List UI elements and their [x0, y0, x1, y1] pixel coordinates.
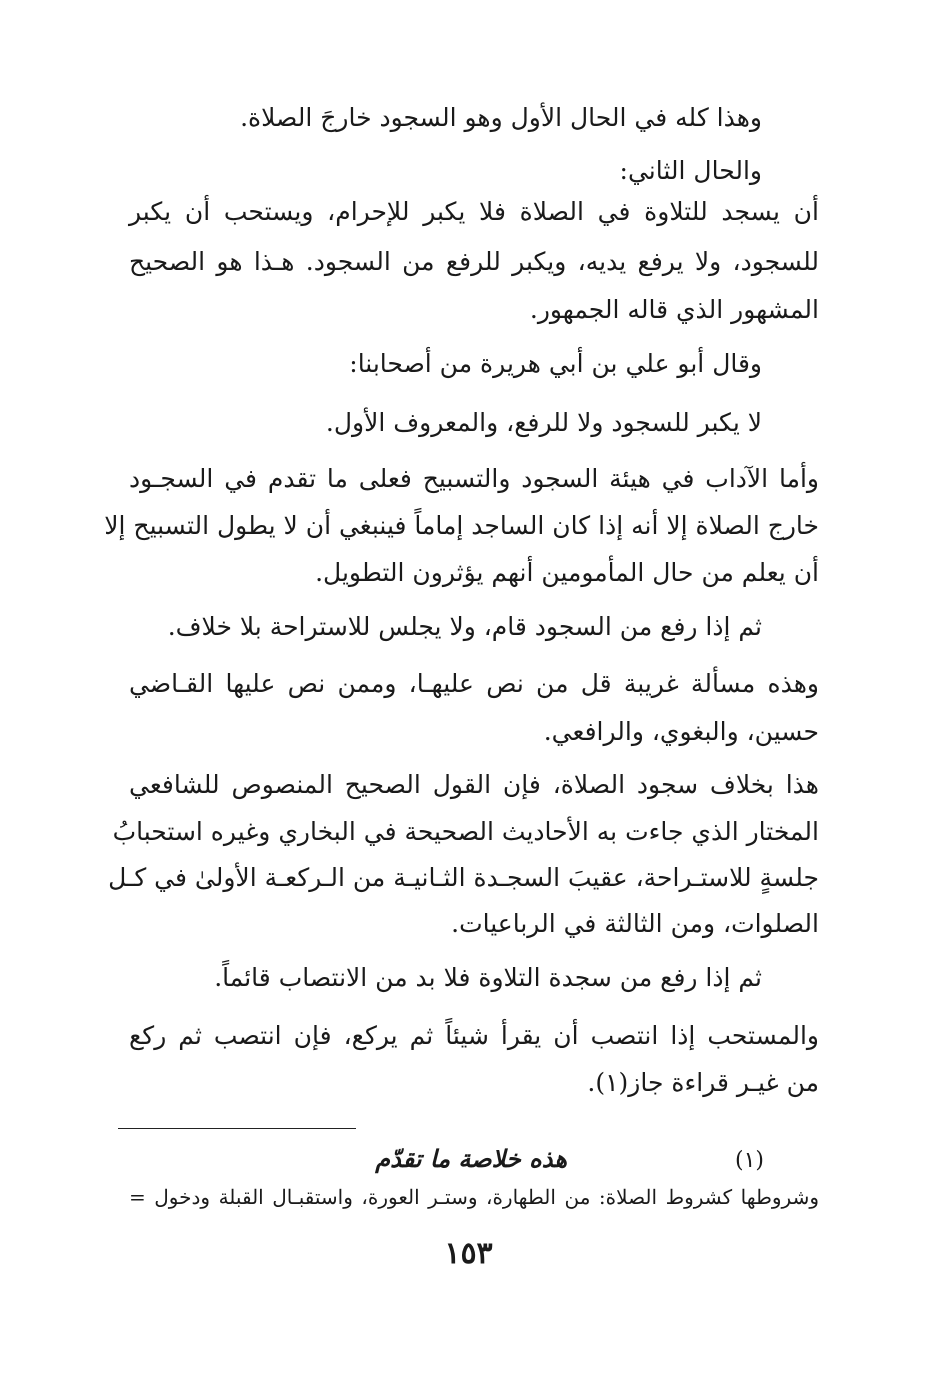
footnote-text: وشروطها كشروط الصلاة: من الطهارة، وستـر العورة، واستقبـال القبلة ودخول = — [129, 1185, 819, 1209]
text-line: للسجود، ولا يرفع يديه، ويكبر للرفع من السجود. هـذا هو الصحيح — [129, 247, 819, 276]
text-line: وأما الآداب في هيئة السجود والتسبيح فعلى ما تقدم في السجـود — [129, 464, 819, 493]
text-line: هذا بخلاف سجود الصلاة، فإن القول الصحيح المنصوص للشافعي — [129, 770, 819, 799]
text-line: الصلوات، ومن الثالثة في الرباعيات. — [451, 909, 819, 938]
section-heading: والحال الثاني: — [619, 156, 762, 185]
text-line: ثم إذا رفع من السجود قام، ولا يجلس للاستراحة بلا خلاف. — [167, 612, 762, 641]
text-line: وهذه مسألة غريبة قل من نص عليهـا، وممن نص عليها القـاضي — [129, 669, 819, 698]
text-line: المختار الذي جاءت به الأحاديث الصحيحة في البخاري وغيره استحبابُ — [112, 817, 819, 846]
text-line: أن يسجد للتلاوة في الصلاة فلا يكبر للإحرام، ويستحب أن يكبر — [129, 197, 819, 226]
page-number: ١٥٣ — [444, 1236, 493, 1271]
text-line: جلسةٍ للاستـراحة، عقيبَ السجـدة الثـانيـة من الـركعـة الأولىٰ في كـل — [108, 863, 819, 892]
footnote-header — [129, 1144, 819, 1182]
text-line: من غيـر قراءة جاز(١). — [587, 1068, 819, 1097]
text-line: ثم إذا رفع من سجدة التلاوة فلا بد من الانتصاب قائماً. — [214, 963, 762, 992]
text-line: لا يكبر للسجود ولا للرفع، والمعروف الأول. — [325, 408, 762, 437]
text-line: وقال أبو علي بن أبي هريرة من أصحابنا: — [349, 349, 762, 378]
footnote-number: (١) — [734, 1148, 764, 1173]
text-line: خارج الصلاة إلا أنه إذا كان الساجد إماماً فينبغي أن لا يطول التسبيح إلا — [104, 511, 819, 540]
text-line: أن يعلم من حال المأمومين أنهم يؤثرون التطويل. — [315, 558, 819, 587]
text-line: المشهور الذي قاله الجمهور. — [529, 295, 819, 324]
text-line: والمستحب إذا انتصب أن يقرأ شيئاً ثم يركع، فإن انتصب ثم ركع — [129, 1021, 819, 1050]
text-line: حسين، والبغوي، والرافعي. — [543, 717, 819, 746]
handwritten-note: هذه خلاصة ما تقدّم — [375, 1144, 567, 1173]
text-line: وهذا كله في الحال الأول وهو السجود خارجَ الصلاة. — [240, 103, 762, 132]
footnote-divider — [118, 1128, 356, 1129]
